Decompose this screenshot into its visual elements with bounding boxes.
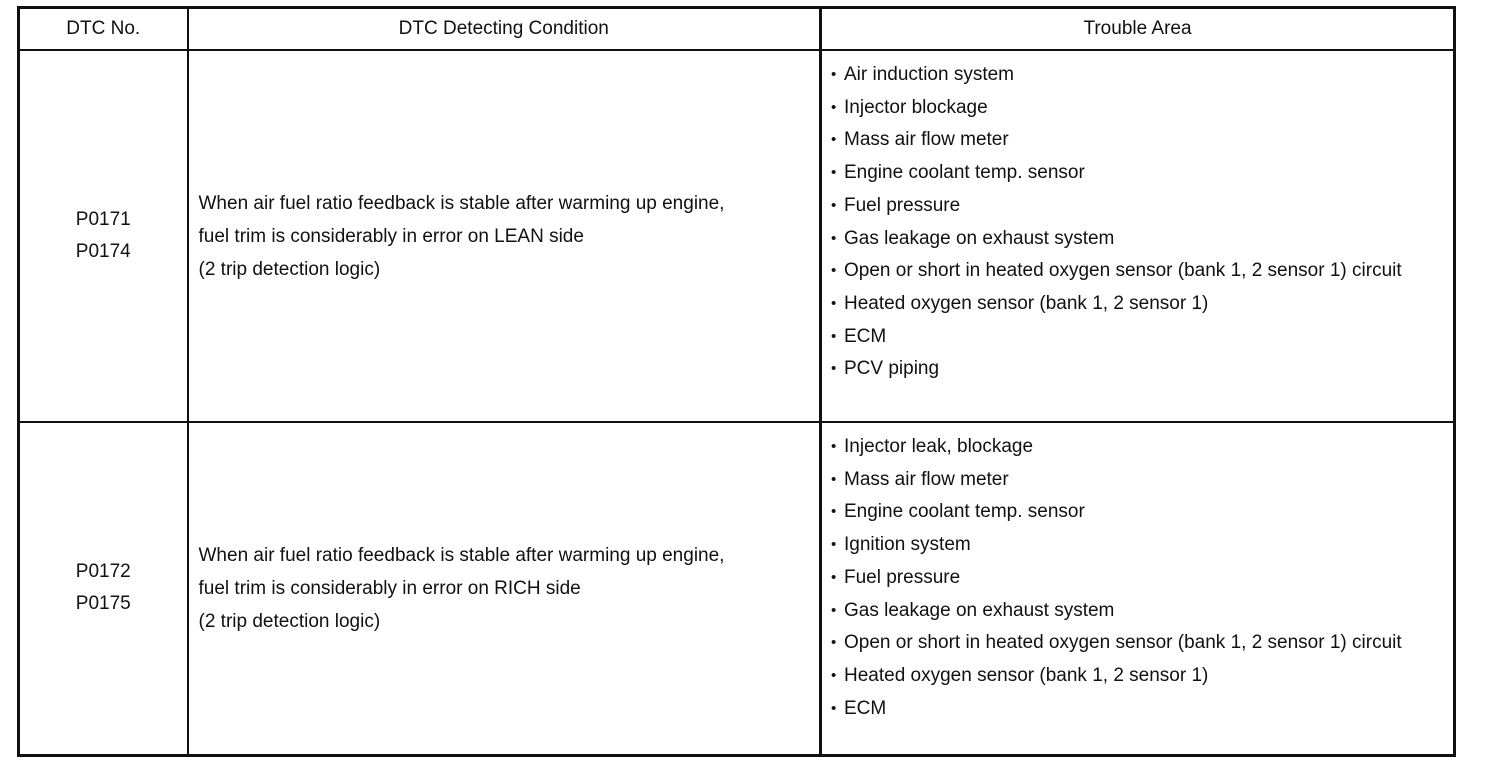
list-item: • Injector leak, blockage	[831, 431, 1453, 464]
table-row	[19, 422, 1455, 755]
condition-line: (2 trip detection logic)	[198, 610, 381, 632]
trouble-area-cell	[821, 422, 1455, 755]
condition-cell	[188, 50, 821, 422]
list-item: • Engine coolant temp. sensor	[831, 157, 1453, 190]
condition-line: (2 trip detection logic)	[198, 258, 381, 280]
condition-line: When air fuel ratio feedback is stable after warming up engine,	[198, 544, 725, 566]
list-item: • PCV piping	[831, 353, 1453, 386]
list-item: • Open or short in heated oxygen sensor (bank 1, 2 sensor 1) circuit	[831, 255, 1444, 288]
list-item: • Gas leakage on exhaust system	[831, 595, 1453, 628]
list-item: • Heated oxygen sensor (bank 1, 2 sensor 1)	[831, 288, 1453, 321]
list-item: • Heated oxygen sensor (bank 1, 2 sensor 1)	[831, 660, 1453, 693]
list-item: • Open or short in heated oxygen sensor (bank 1, 2 sensor 1) circuit	[831, 627, 1444, 660]
list-item: • Engine coolant temp. sensor	[831, 496, 1453, 529]
header-row	[19, 8, 1455, 51]
list-item: • Ignition system	[831, 529, 1453, 562]
list-item: • Fuel pressure	[831, 190, 1453, 223]
trouble-area-list	[831, 59, 1453, 386]
dtc-code: P0175	[75, 593, 131, 615]
condition-cell	[188, 422, 821, 755]
list-item: • Mass air flow meter	[831, 124, 1453, 157]
list-item: • Mass air flow meter	[831, 464, 1453, 497]
header-trouble-area: Trouble Area	[821, 8, 1455, 51]
dtc-code: P0172	[75, 561, 131, 583]
table-row	[19, 50, 1455, 422]
dtc-table	[17, 6, 1456, 757]
dtc-code-cell	[19, 422, 188, 755]
list-item: • Gas leakage on exhaust system	[831, 223, 1453, 256]
trouble-area-cell	[821, 50, 1455, 422]
list-item: • Fuel pressure	[831, 562, 1453, 595]
condition-line: When air fuel ratio feedback is stable after warming up engine,	[198, 192, 725, 214]
list-item: • Air induction system	[831, 59, 1453, 92]
list-item: • ECM	[831, 693, 1453, 726]
list-item: • ECM	[831, 321, 1453, 354]
condition-line: fuel trim is considerably in error on RICH side	[198, 577, 581, 599]
header-dtc-no: DTC No.	[19, 8, 188, 51]
dtc-code: P0171	[75, 209, 131, 230]
header-condition: DTC Detecting Condition	[188, 8, 821, 51]
trouble-area-list	[831, 431, 1453, 725]
dtc-code: P0174	[75, 241, 131, 262]
list-item: • Injector blockage	[831, 92, 1453, 125]
condition-line: fuel trim is considerably in error on LEAN side	[198, 225, 584, 247]
dtc-code-cell	[19, 50, 188, 422]
table-header	[19, 8, 1455, 51]
